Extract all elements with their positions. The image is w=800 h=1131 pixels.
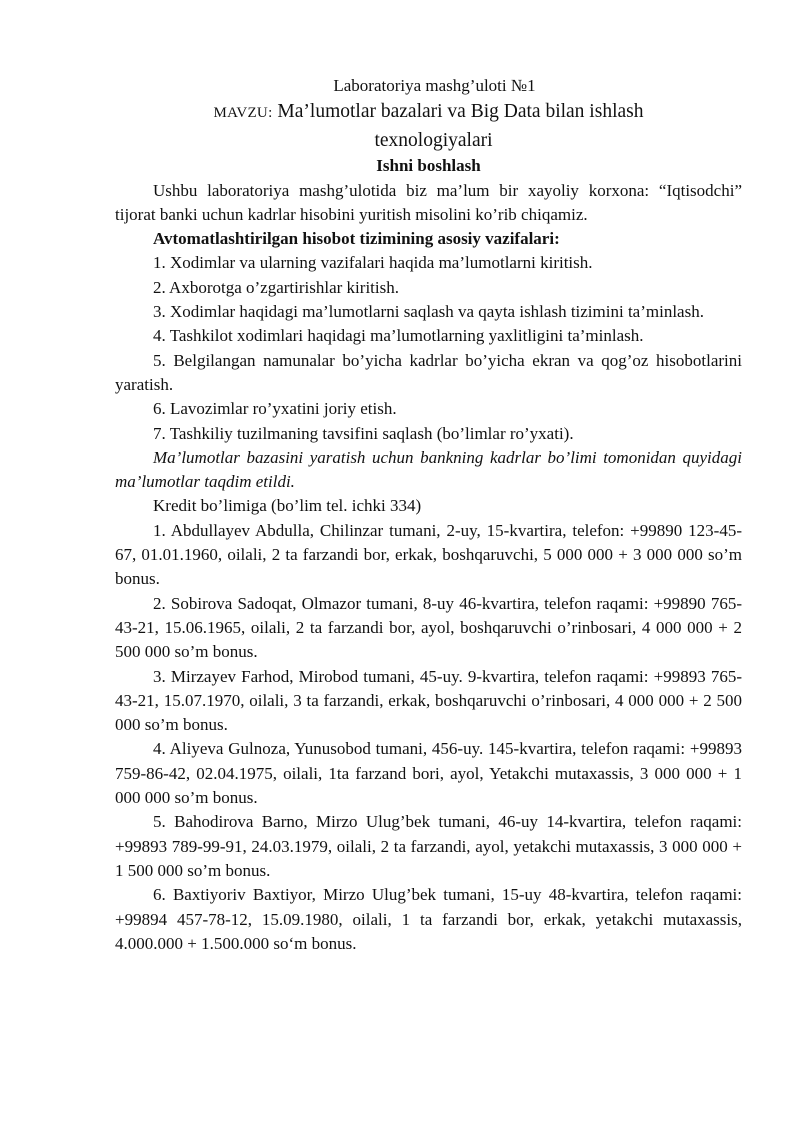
employee-entry: 2. Sobirova Sadoqat, Olmazor tumani, 8-uy 46-kvartira, telefon raqami: +99890 765-43-21, 15.06.1965, oilali, 2 ta farzandi bor, ayol, boshqaruvchi o’rinbosari, 4 000 000 + 2 500 000 so’m bonus.	[115, 593, 742, 662]
task-item: 3. Xodimlar haqidagi ma’lumotlarni saqlash va qayta ishlash tizimini ta’minlash.	[153, 302, 704, 322]
employee-entry: 6. Baxtiyoriv Baxtiyor, Mirzo Ulug’bek tumani, 15-uy 48-kvartira, telefon raqami: +99894 457-78-12, 15.09.1980, oilali, 1 ta farzandi bor, erkak, yetakchi mutaxassis, 4.000.000 + 1.500.000 so‘m bonus.	[115, 885, 742, 953]
tasks-heading: Avtomatlashtirilgan hisobot tizimining asosiy vazifalari:	[153, 229, 560, 249]
tasks-list	[115, 251, 742, 445]
section-heading: Ishni boshlash	[376, 156, 481, 176]
task-item: 4. Tashkilot xodimlari haqidagi ma’lumotlarning yaxlitligini ta’minlash.	[153, 326, 644, 346]
italic-note: Ma’lumotlar bazasini yaratish uchun bankning kadrlar bo’limi tomonidan quyidagi ma’lumotlar taqdim etildi.	[115, 447, 742, 492]
employee-entry: 3. Mirzayev Farhod, Mirobod tumani, 45-uy. 9-kvartira, telefon raqami: +99893 765-43-21, 15.07.1970, oilali, 3 ta farzandi, erkak, boshqaruvchi o’rinbosari, 4 000 000 + 2 500 000 so’m bonus.	[115, 666, 742, 735]
employee-entry: 1. Abdullayev Abdulla, Chilinzar tumani, 2-uy, 15-kvartira, telefon: +99890 123-45-67, 01.01.1960, oilali, 2 ta farzandi bor, erkak, boshqaruvchi, 5 000 000 + 3 000 000 so’m bonus.	[115, 520, 742, 589]
task-item: 6. Lavozimlar ro’yxatini joriy etish.	[153, 399, 397, 419]
topic-text-continued: texnologiyalari	[374, 130, 493, 152]
department-line: Kredit bo’limiga (bo’lim tel. ichki 334)	[153, 496, 422, 516]
task-item: 1. Xodimlar va ularning vazifalari haqida ma’lumotlarni kiritish.	[153, 253, 593, 273]
intro-paragraph: Ushbu laboratoriya mashg’ulotida biz ma’lum bir xayoliy korxona: “Iqtisodchi” tijorat banki uchun kadrlar hisobini yuritish misolini ko’rib chiqamiz.	[115, 180, 742, 224]
employee-list	[115, 519, 742, 956]
topic-text: Ma’lumotlar bazalari va Big Data bilan ishlash	[272, 101, 644, 123]
topic-line	[115, 98, 742, 127]
task-item: 7. Tashkiliy tuzilmaning tavsifini saqlash (bo’limlar ro’yxati).	[153, 423, 574, 443]
lab-title: Laboratoriya mashg’uloti №1	[333, 76, 536, 95]
document-content	[115, 74, 742, 956]
task-item: 5. Belgilangan namunalar bo’yicha kadrlar bo’yicha ekran va qog’oz hisobotlarini yaratish.	[115, 350, 742, 394]
topic-label: MAVZU:	[213, 105, 273, 122]
task-item: 2. Axborotga o’zgartirishlar kiritish.	[153, 277, 399, 297]
employee-entry: 4. Aliyeva Gulnoza, Yunusobod tumani, 456-uy. 145-kvartira, telefon raqami: +99893 759-86-42, 02.04.1975, oilali, 1ta farzand bori, ayol, Yetakchi mutaxassis, 3 000 000 + 1 000 000 so’m bonus.	[115, 739, 742, 808]
employee-entry: 5. Bahodirova Barno, Mirzo Ulug’bek tumani, 46-uy 14-kvartira, telefon raqami: +99893 789-99-91, 24.03.1979, oilali, 2 ta farzandi, ayol, yetakchi mutaxassis, 3 000 000 + 1 500 000 so’m bonus.	[115, 812, 742, 880]
